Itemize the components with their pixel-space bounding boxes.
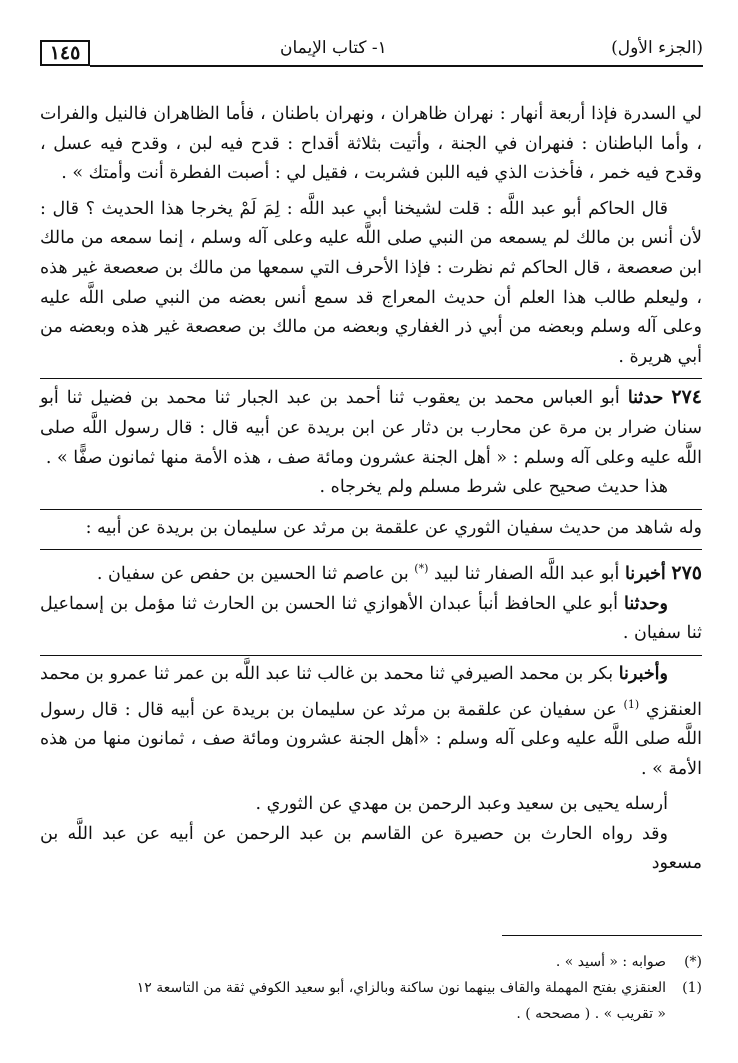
footnote-continuation: « تقريب » . ( مصححه ) .: [516, 1006, 666, 1022]
chain-lead-word: وأخبرنا: [618, 663, 668, 684]
volume-label: (الجزء الأول): [611, 38, 703, 58]
section-divider: [40, 549, 702, 550]
hadith-text: أبو عبد اللَّه الصفار ثنا لبيد: [433, 564, 620, 585]
footnote-item: [40, 949, 702, 975]
hadith-274: [40, 383, 702, 473]
chain-text: بكر بن محمد الصيرفي ثنا محمد بن غالب ثنا عبد اللَّه بن عمر ثنا عمرو بن محمد العنقزي: [40, 663, 702, 720]
irsal-note: أرسله يحيى بن سعيد وعبد الرحمن بن مهدي عن الثوري .: [255, 794, 668, 815]
chain-text: أبو علي الحافظ أنبأ عبدان الأهوازي ثنا الحسن بن الحارث ثنا مؤمل بن إسماعيل ثنا سفيان .: [40, 593, 702, 644]
hadith-number: ٢٧٤: [671, 386, 702, 409]
footnote-reference: (*): [414, 562, 429, 576]
paragraph-isra-continuation: لي السدرة فإذا أربعة أنهار : نهران ظاهران ، ونهران باطنان ، فأما الظاهران فالنيل والفرات ، وأما الباطنان : فنهران في الجنة ، وأتيت بثلاثة أقداح : قدح فيه لبن ، وقدح فيه عسل ، وقدح فيه خمر ، فأخذت الذي فيه اللبن فشربت ، فقيل لي : أصبت الفطرة أنت وأمتك » .: [40, 104, 702, 184]
footnote-item: [40, 975, 702, 1001]
hadith-text: بن عاصم ثنا الحسين بن حفص عن سفيان .: [96, 564, 409, 585]
chain-text: عن سفيان عن علقمة بن مرثد عن سليمان بن بريدة عن أبيه قال : قال رسول اللَّه صلى اللَّه عليه وعلى آله وسلم : «أهل الجنة عشرون ومائة صف ، ثمانون منها من هذه الأمة » .: [40, 699, 702, 779]
main-text: [40, 100, 702, 879]
page-number-box: ١٤٥: [40, 40, 90, 66]
hadith-lead-word: أخبرنا: [624, 564, 666, 585]
footnote-list: [40, 949, 702, 1027]
hadith-275: [40, 554, 702, 589]
shahid-note: وله شاهد من حديث سفيان الثوري عن علقمة بن مرثد عن سليمان بن بريدة عن أبيه :: [85, 517, 702, 538]
hadith-lead-word: حدثنا: [627, 388, 664, 409]
hadith-number: ٢٧٥: [671, 562, 702, 585]
chapter-title: ١- كتاب الإيمان: [280, 38, 387, 58]
section-divider: [40, 509, 702, 510]
chain-lead-word: وحدثنا: [624, 593, 668, 614]
grading-note: هذا حديث صحيح على شرط مسلم ولم يخرجاه .: [319, 477, 668, 498]
footnote-rule: [502, 935, 702, 936]
hadith-text: أبو العباس محمد بن يعقوب ثنا أحمد بن عبد الجبار ثنا محمد بن فضيل ثنا أبو سنان ضرار بن مرة عن محارب بن دثار عن ابن بريدة عن أبيه قال : قال رسول اللَّه صلى اللَّه عليه وعلى آله وسلم : « أهل الجنة عشرون ومائة صف ، هذه الأمة منها ثمانون صفًّا » .: [40, 388, 702, 468]
chain-paragraph: [40, 660, 702, 784]
section-divider: [40, 378, 702, 379]
section-divider: [40, 655, 702, 656]
footnote-text: العنقزي بفتح المهملة والقاف بينهما نون ساكنة وبالزاي، أبو سعيد الكوفي ثقة من التاسعة ١٢: [136, 980, 666, 996]
footnote-marker: (*): [684, 954, 702, 970]
header-rule: [90, 65, 703, 67]
footnote-reference: (1): [623, 697, 640, 711]
footnote-text: صوابه : « أسيد » .: [555, 954, 666, 970]
footnote-marker: (1): [682, 980, 702, 996]
page-header: [40, 38, 703, 66]
paragraph-continues: وقد رواه الحارث بن حصيرة عن القاسم بن عبد الرحمن عن أبيه عن عبد اللَّه بن مسعود: [40, 823, 702, 874]
paragraph-hakim-comment: قال الحاكم أبو عبد اللَّه : قلت لشيخنا أبي عبد اللَّه : لِمَ لَمْ يخرجا هذا الحديث ؟ قال : لأن أنس بن مالك لم يسمعه من النبي صلى اللَّه عليه وعلى آله وسلم ، إنما سمعه من مالك ابن صعصعة ، قال الحاكم ثم نظرت : فإذا الأحرف التي سمعها من مالك بن صعصعة غير هذه ، وليعلم طالب هذا العلم أن حديث المعراج قد سمع أنس بعضه من النبي صلى اللَّه عليه وعلى آله وسلم وبعضه من أبي ذر الغفاري وبعضه من مالك بن صعصعة غير هذه وبعضه من أبي هريرة .: [40, 198, 702, 367]
chain-paragraph: [40, 590, 702, 649]
